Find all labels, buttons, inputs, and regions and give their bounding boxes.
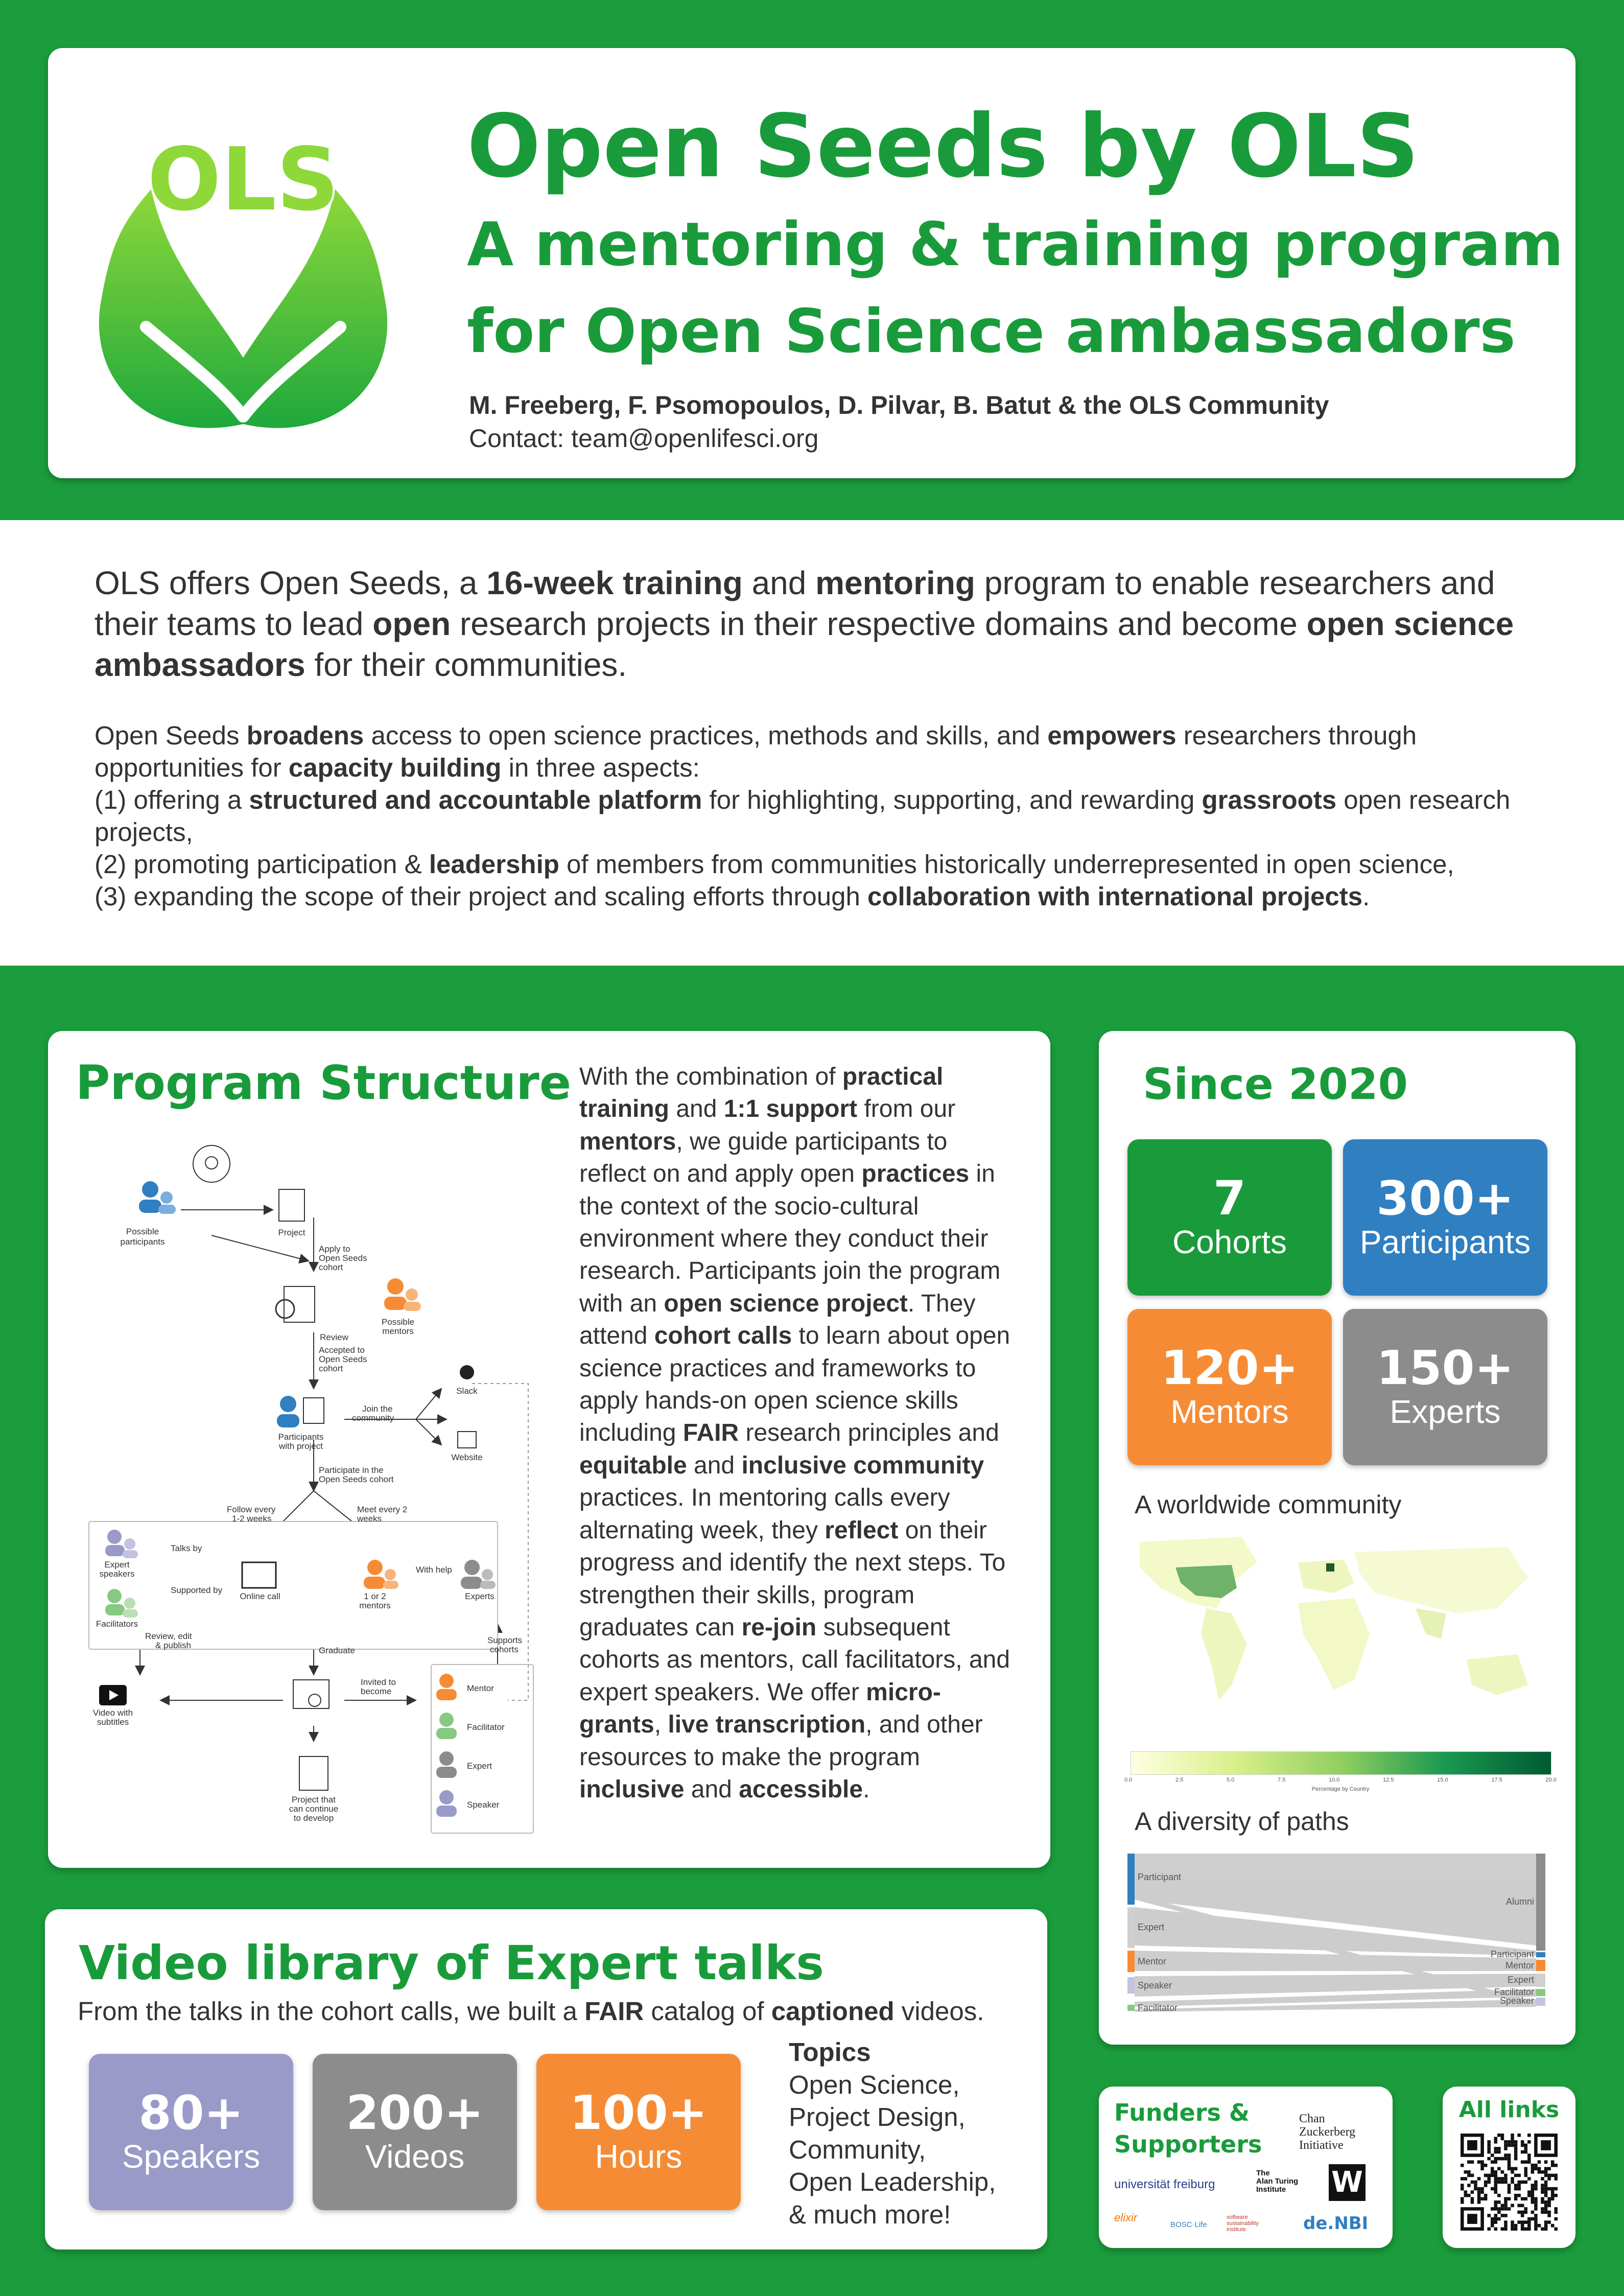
since-card (1099, 1031, 1575, 2045)
turing-logo: The Alan Turing Institute (1256, 2169, 1299, 2194)
header-card (48, 48, 1575, 478)
links-card (1443, 2087, 1575, 2248)
svg-text:Mentor: Mentor (467, 1683, 494, 1693)
tile-mentors: 120+ Mentors (1127, 1309, 1332, 1465)
topic-item: Project Design, (789, 2102, 966, 2131)
svg-text:Open Seeds cohort: Open Seeds cohort (319, 1474, 394, 1484)
video-subtitle: From the talks in the cohort calls, we built a FAIR catalog of captioned videos. (78, 1997, 984, 2026)
czi-logo: Chan Zuckerberg Initiative (1299, 2112, 1356, 2152)
svg-text:become: become (361, 1686, 392, 1696)
svg-text:Participants: Participants (278, 1432, 324, 1442)
contact: Contact: team@openlifesci.org (469, 424, 819, 453)
topic-item: Open Science, (789, 2070, 960, 2099)
svg-text:Mentor: Mentor (1505, 1960, 1534, 1971)
svg-text:subtitles: subtitles (97, 1717, 129, 1727)
svg-text:Review, edit: Review, edit (145, 1631, 192, 1641)
svg-text:Facilitator: Facilitator (467, 1722, 505, 1732)
elixir-logo: elixir (1114, 2211, 1138, 2224)
svg-text:Join the: Join the (362, 1404, 393, 1414)
map-colorscale (1131, 1751, 1551, 1775)
svg-text:Participant: Participant (1490, 1949, 1534, 1959)
intro-item-3: (3) expanding the scope of their project and scaling efforts through collaboration with international projects. (95, 882, 1370, 911)
topic-item: Community, (789, 2135, 926, 2164)
svg-text:Meet every 2: Meet every 2 (357, 1505, 408, 1514)
svg-text:Supports: Supports (487, 1635, 523, 1645)
svg-text:Open Seeds: Open Seeds (319, 1253, 367, 1263)
topic-item: & much more! (789, 2199, 951, 2229)
svg-text:Invited to: Invited to (361, 1677, 396, 1687)
since-title: Since 2020 (1143, 1059, 1408, 1109)
links-title: All links (1458, 2097, 1560, 2123)
svg-text:Website: Website (451, 1452, 483, 1462)
map-title: A worldwide community (1135, 1490, 1402, 1519)
bosc-logo: BOSC·Life (1170, 2220, 1207, 2229)
authors: M. Freeberg, F. Psomopoulos, D. Pilvar, B. Batut & the OLS Community (469, 391, 1329, 419)
svg-text:cohort: cohort (319, 1364, 343, 1373)
ols-logo (90, 138, 396, 455)
svg-text:Project: Project (278, 1228, 305, 1237)
svg-text:community: community (352, 1413, 394, 1423)
svg-text:Facilitator: Facilitator (1138, 2003, 1178, 2013)
svg-text:Expert: Expert (104, 1560, 130, 1569)
tile-experts: 150+ Experts (1343, 1309, 1547, 1465)
world-map (1129, 1532, 1548, 1772)
svg-text:cohorts: cohorts (490, 1645, 519, 1654)
tile-cohorts: 7 Cohorts (1127, 1139, 1332, 1296)
intro-item-2: (2) promoting participation & leadership of members from communities historically underrepresented in open science, (95, 850, 1454, 879)
svg-text:Expert: Expert (1138, 1922, 1165, 1932)
page-subtitle-line2: for Open Science ambassadors (467, 296, 1516, 366)
svg-text:With help: With help (416, 1565, 452, 1575)
svg-text:Speaker: Speaker (1138, 1980, 1172, 1990)
freiburg-logo: universität freiburg (1114, 2177, 1215, 2191)
svg-text:& publish: & publish (155, 1641, 191, 1650)
sankey-node-facilitator (1127, 2005, 1135, 2011)
sankey-node-mentor (1127, 1951, 1135, 1972)
svg-text:weeks: weeks (357, 1514, 382, 1524)
svg-text:Participant: Participant (1138, 1872, 1182, 1882)
funders-card (1099, 2087, 1393, 2248)
svg-text:Mentor: Mentor (1138, 1956, 1167, 1966)
svg-text:with project: with project (279, 1441, 323, 1451)
svg-text:to develop: to develop (293, 1813, 334, 1823)
svg-text:cohort: cohort (319, 1262, 343, 1272)
svg-text:speakers: speakers (99, 1569, 135, 1579)
svg-text:Graduate: Graduate (319, 1646, 355, 1655)
svg-text:mentors: mentors (382, 1326, 414, 1336)
intro-item-1: (1) offering a structured and accountable platform for highlighting, supporting, and rewarding grassroots open research projects, (95, 785, 1511, 847)
tile-videos: 200+ Videos (313, 2054, 517, 2210)
topic-item: Open Leadership, (789, 2167, 996, 2196)
ssi-logo: software sustainability institute (1227, 2214, 1259, 2233)
svg-text:mentors: mentors (359, 1601, 391, 1610)
sankey-node-participant (1127, 1854, 1135, 1905)
svg-text:Follow every: Follow every (227, 1505, 276, 1514)
intro-lead: OLS offers Open Seeds, a 16-week training and mentoring program to enable researchers and their teams to lead open research projects in their respective domains and become open science ambassadors for their communities. (95, 565, 1514, 683)
svg-text:can continue: can continue (289, 1804, 339, 1814)
svg-text:Facilitator: Facilitator (1494, 1987, 1534, 1997)
svg-text:Accepted to: Accepted to (319, 1345, 365, 1355)
wellcome-logo: W (1329, 2164, 1366, 2201)
topics (789, 2036, 996, 2231)
svg-text:Experts: Experts (465, 1591, 495, 1601)
topics-title: Topics (789, 2037, 871, 2067)
map-scale-label: Percentage by Country (1311, 1786, 1370, 1792)
program-card (48, 1031, 1050, 1868)
svg-text:Possible: Possible (381, 1317, 415, 1327)
program-flow-diagram (79, 1133, 584, 1848)
sankey-node-expert (1127, 1907, 1135, 1948)
svg-text:Apply to: Apply to (319, 1244, 350, 1254)
svg-text:Review: Review (320, 1332, 348, 1342)
svg-text:Open Seeds: Open Seeds (319, 1354, 367, 1364)
svg-text:Talks by: Talks by (171, 1543, 202, 1553)
svg-text:Video with: Video with (92, 1708, 133, 1718)
svg-text:Alumni: Alumni (1505, 1896, 1534, 1907)
svg-text:Speaker: Speaker (1499, 1996, 1534, 2006)
paths-title: A diversity of paths (1135, 1807, 1349, 1836)
svg-text:Slack: Slack (456, 1386, 478, 1396)
logo-text: OLS (147, 138, 339, 230)
program-body: With the combination of practical training and 1:1 support from our mentors, we guide participants to reflect on and apply open practices in the context of the socio-cultural environment where they conduct their research. Participants join the program with an open science project. They attend cohort calls to learn about open science practices and frameworks to apply hands-on open science skills including FAIR research principles and equitable and inclusive community practices. In mentoring calls every alternating week, they reflect on their progress and identify the next steps. To strengthen their skills, program graduates can re-join subsequent cohorts as mentors, call facilitators, and expert speakers. We offer micro-grants, live transcription, and other resources to make the program inclusive and accessible. (579, 1063, 1010, 1803)
video-card (45, 1909, 1047, 2250)
tile-speakers: 80+ Speakers (89, 2054, 293, 2210)
intro-para: Open Seeds broadens access to open science practices, methods and skills, and empowers researchers through opportunities for capacity building in three aspects: (95, 721, 1417, 782)
svg-text:Participate in the: Participate in the (319, 1465, 384, 1475)
svg-text:1-2 weeks: 1-2 weeks (232, 1514, 272, 1524)
intro-band (0, 520, 1624, 966)
svg-text:Expert: Expert (1507, 1975, 1534, 1985)
sankey-diagram (1127, 1848, 1551, 2022)
qr-code[interactable] (1461, 2134, 1558, 2231)
sankey-node-alumni (1536, 1854, 1545, 1951)
tile-hours: 100+ Hours (536, 2054, 741, 2210)
funders-title: Funders & Supporters (1114, 2099, 1262, 2158)
svg-text:participants: participants (120, 1237, 165, 1247)
denbi-logo: de.NBI (1303, 2213, 1369, 2234)
svg-text:Possible: Possible (126, 1227, 159, 1236)
sankey-node-speaker (1127, 1977, 1135, 1994)
svg-text:Online call: Online call (240, 1591, 280, 1601)
svg-text:1 or 2: 1 or 2 (364, 1591, 386, 1601)
svg-text:Project that: Project that (292, 1795, 336, 1805)
svg-text:Expert: Expert (467, 1761, 492, 1771)
svg-text:Facilitators: Facilitators (96, 1619, 138, 1629)
svg-text:Speaker: Speaker (467, 1800, 500, 1810)
tile-participants: 300+ Participants (1343, 1139, 1547, 1296)
video-title: Video library of Expert talks (79, 1936, 824, 1990)
intro-body (95, 719, 1556, 912)
map-scale-ticks: 0.0 2.5 5.0 7.5 10.0 12.5 15.0 17.5 20.0 (1124, 1777, 1557, 1783)
page-subtitle-line1: A mentoring & training program (467, 209, 1564, 279)
svg-text:Supported by: Supported by (171, 1585, 223, 1595)
program-title: Program Structure (76, 1056, 572, 1110)
page-title: Open Seeds by OLS (467, 96, 1419, 197)
